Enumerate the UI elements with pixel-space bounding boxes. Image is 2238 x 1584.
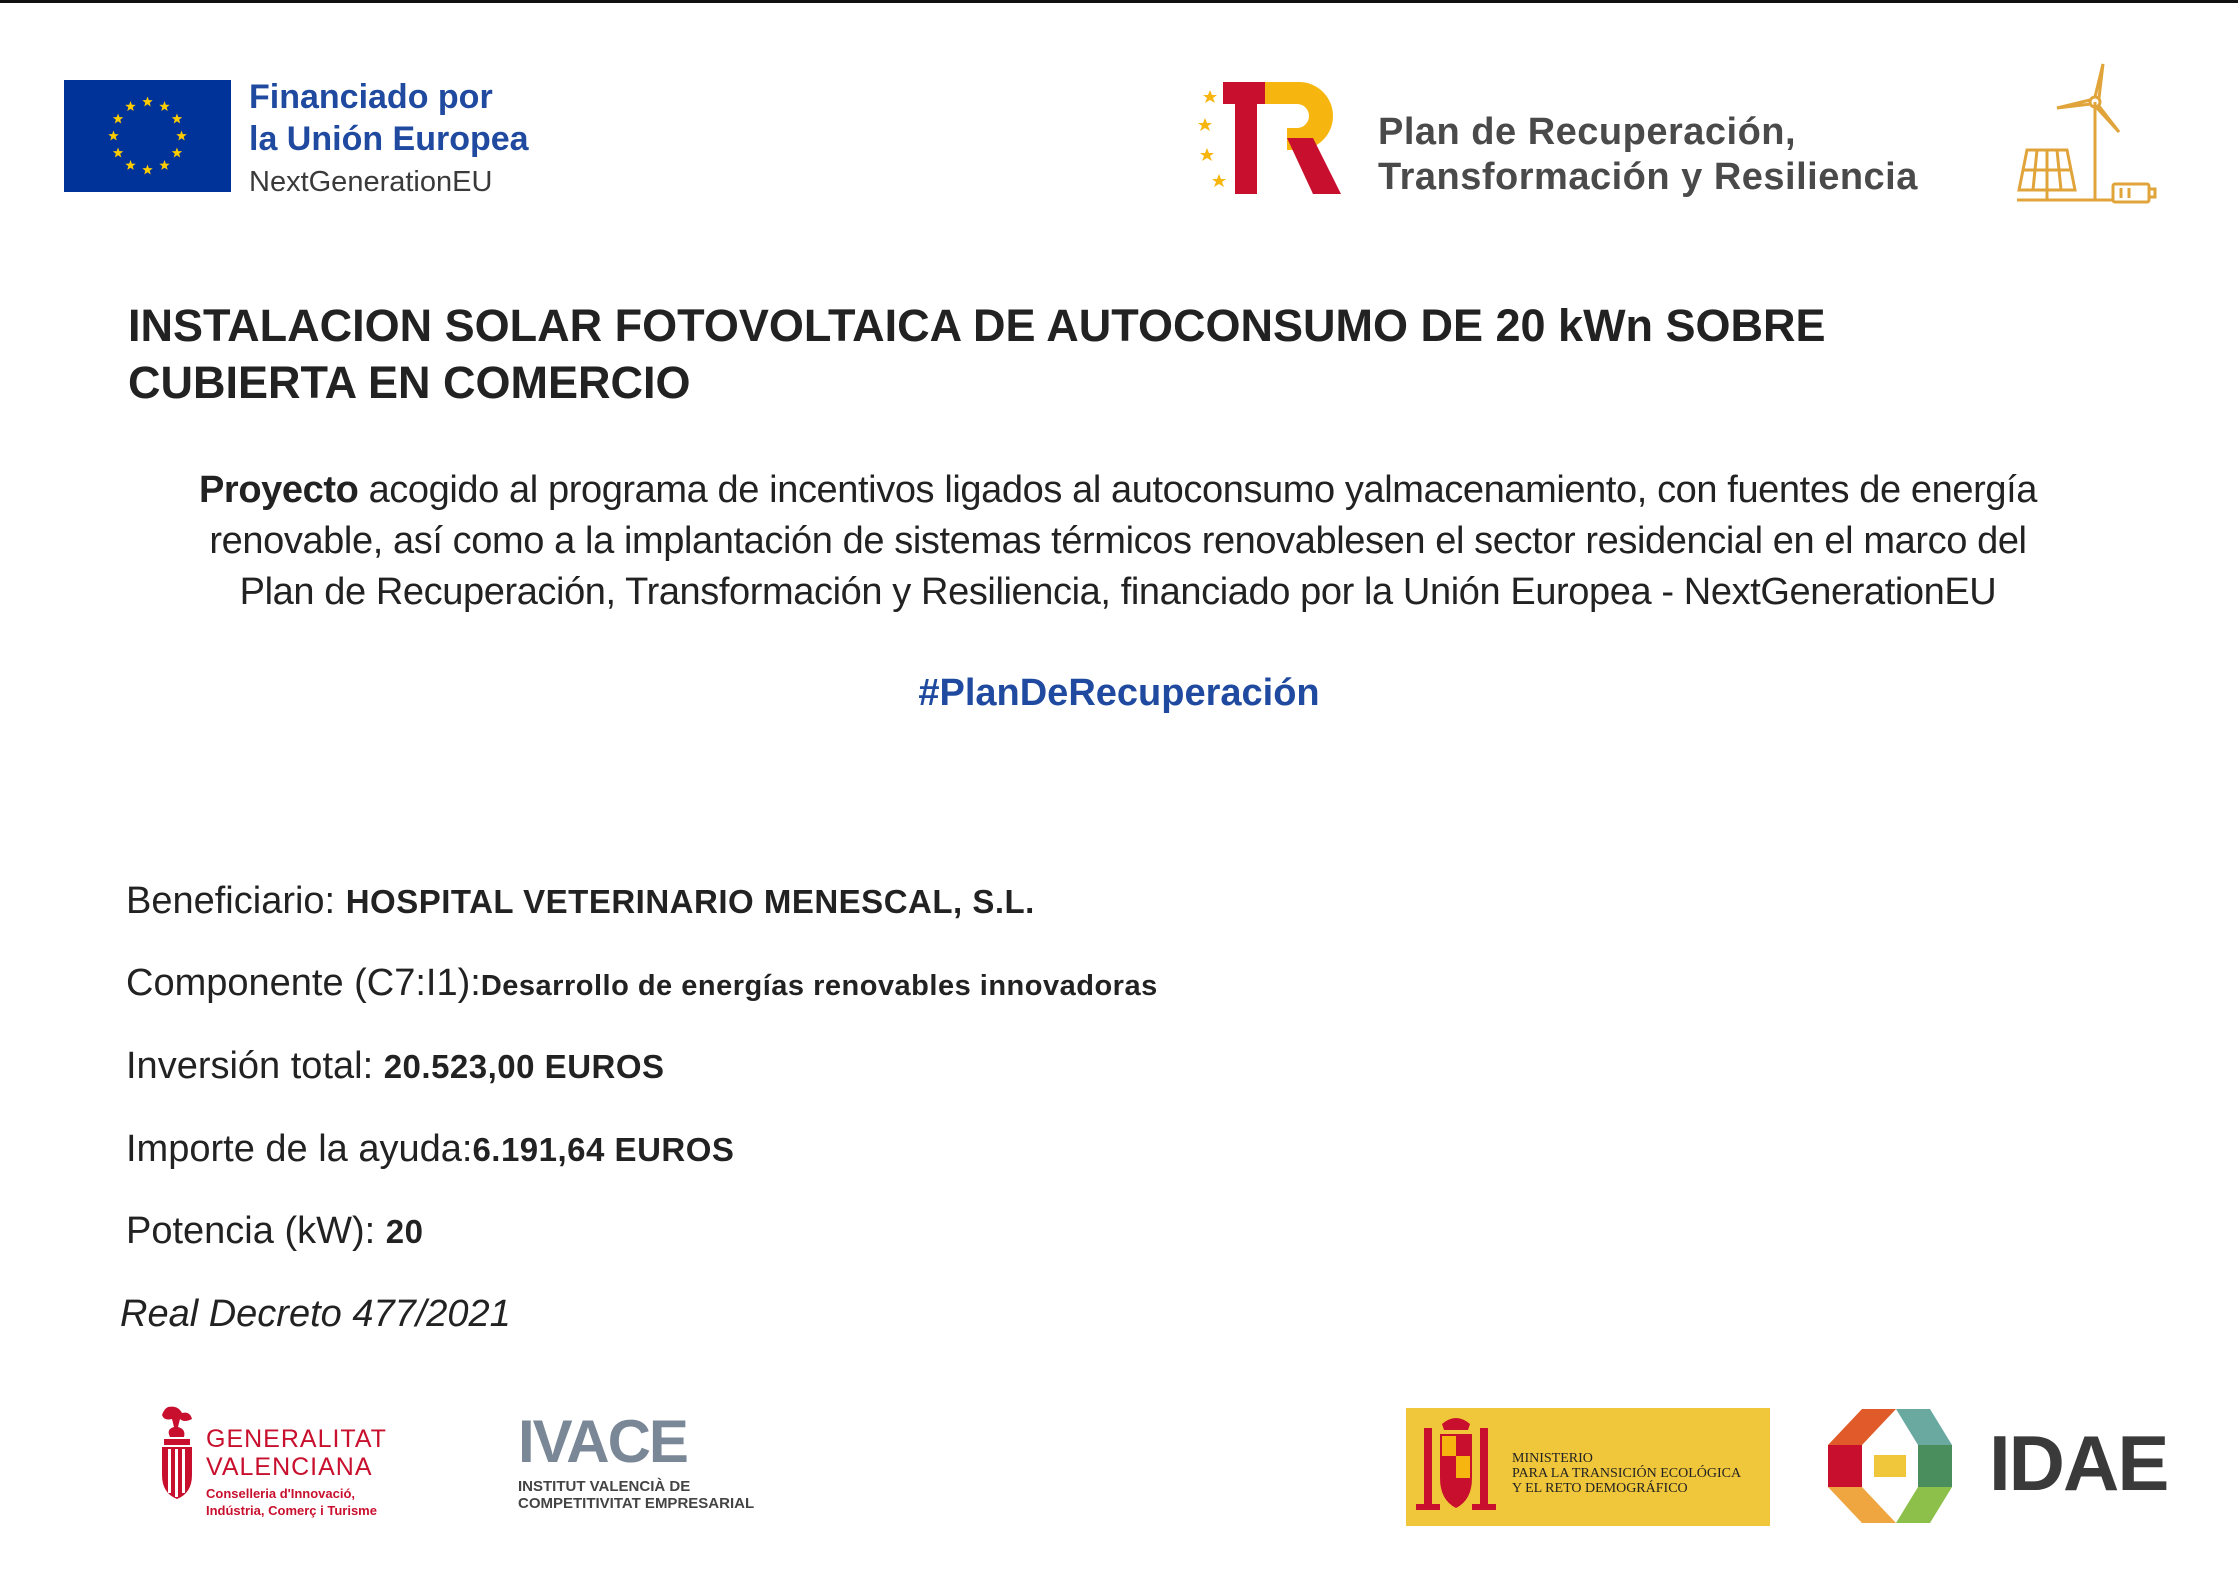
prtr-text <box>1378 110 1918 200</box>
description-line-1 <box>118 465 2118 516</box>
project-description <box>118 465 2118 618</box>
description-line-3: Plan de Recuperación, Transformación y Resiliencia, financiado por la Unión Europea - NextGenerationEU <box>239 571 1997 613</box>
eu-star-icon <box>113 114 123 124</box>
eu-star-icon <box>142 97 152 107</box>
field-label: Importe de la ayuda: <box>126 1128 473 1170</box>
hashtag: #PlanDeRecuperación <box>918 672 1320 714</box>
top-border <box>0 0 2238 3</box>
eu-line-1: Financiado por <box>249 78 493 116</box>
field-label: Beneficiario: <box>126 880 336 922</box>
field-value: 20 <box>385 1213 424 1250</box>
idae-mark-icon <box>1800 1405 1980 1527</box>
field-componente <box>126 962 1158 1005</box>
description-line-2: renovable, así como a la implantación de sistemas térmicos renovablesen el sector residencial en el marco del <box>209 520 2027 562</box>
eu-star-icon <box>113 148 123 158</box>
field-inversion <box>126 1045 665 1088</box>
field-value: 6.191,64 EUROS <box>472 1131 735 1168</box>
spain-coat-of-arms-icon <box>1406 1408 1506 1526</box>
eu-line-3: NextGenerationEU <box>249 166 493 198</box>
eu-star-icon <box>159 101 169 111</box>
eu-star-icon <box>176 131 186 141</box>
field-label: Inversión total: <box>126 1045 374 1087</box>
eu-flag-icon <box>64 80 231 192</box>
ministry-line-1: MINISTERIO <box>1512 1451 1593 1466</box>
description-line-1-text: acogido al programa de incentivos ligados al autoconsumo yalmacenamiento, con fuentes de energía <box>358 469 2038 511</box>
field-value: 20.523,00 EUROS <box>383 1048 665 1085</box>
gv-line-1: GENERALITAT <box>206 1425 387 1453</box>
ministry-text <box>1512 1451 1741 1496</box>
eu-star-icon <box>108 131 118 141</box>
gv-line-2: VALENCIANA <box>206 1453 373 1481</box>
eu-star-icon <box>125 160 135 170</box>
description-lead: Proyecto <box>198 469 359 511</box>
eu-funding-text <box>249 76 529 204</box>
gv-crest-icon <box>154 1405 200 1505</box>
field-value: HOSPITAL VETERINARIO MENESCAL, S.L. <box>345 883 1035 920</box>
eu-star-icon <box>142 165 152 175</box>
ivace-line-2: COMPETITIVITAT EMPRESARIAL <box>518 1495 755 1512</box>
ivace-logo <box>518 1408 755 1512</box>
field-potencia <box>126 1210 423 1253</box>
eu-star-icon <box>125 101 135 111</box>
prtr-line-2: Transformación y Resiliencia <box>1378 156 1918 198</box>
gv-line-3: Conselleria d'Innovació, <box>206 1486 356 1501</box>
wind-solar-icon <box>2013 62 2163 210</box>
prtr-logo <box>1195 78 1345 198</box>
real-decreto: Real Decreto 477/2021 <box>120 1293 511 1335</box>
eu-line-2: la Unión Europea <box>249 120 529 158</box>
idae-name: IDAE <box>1989 1419 2168 1507</box>
eu-star-icon <box>159 160 169 170</box>
field-label: Componente (C7:I1): <box>126 962 481 1004</box>
ministry-line-2: PARA LA TRANSICIÓN ECOLÓGICA <box>1512 1466 1742 1481</box>
field-value: Desarrollo de energías renovables innovadoras <box>480 970 1158 1002</box>
eu-star-icon <box>172 114 182 124</box>
field-importe <box>126 1128 734 1171</box>
eu-star-icon <box>172 148 182 158</box>
ivace-name: IVACE <box>518 1408 687 1475</box>
prtr-line-1: Plan de Recuperación, <box>1378 111 1797 153</box>
ivace-line-1: INSTITUT VALENCIÀ DE <box>518 1478 691 1495</box>
project-title: INSTALACION SOLAR FOTOVOLTAICA DE AUTOCONSUMO DE 20 kWn SOBRE CUBIERTA EN COMERCIO <box>128 300 1826 408</box>
gv-text <box>206 1425 387 1519</box>
field-label: Potencia (kW): <box>126 1210 376 1252</box>
gv-line-4: Indústria, Comerç i Turisme <box>206 1503 377 1518</box>
field-beneficiario <box>126 880 1035 923</box>
ministry-line-3: Y EL RETO DEMOGRÁFICO <box>1512 1481 1688 1496</box>
